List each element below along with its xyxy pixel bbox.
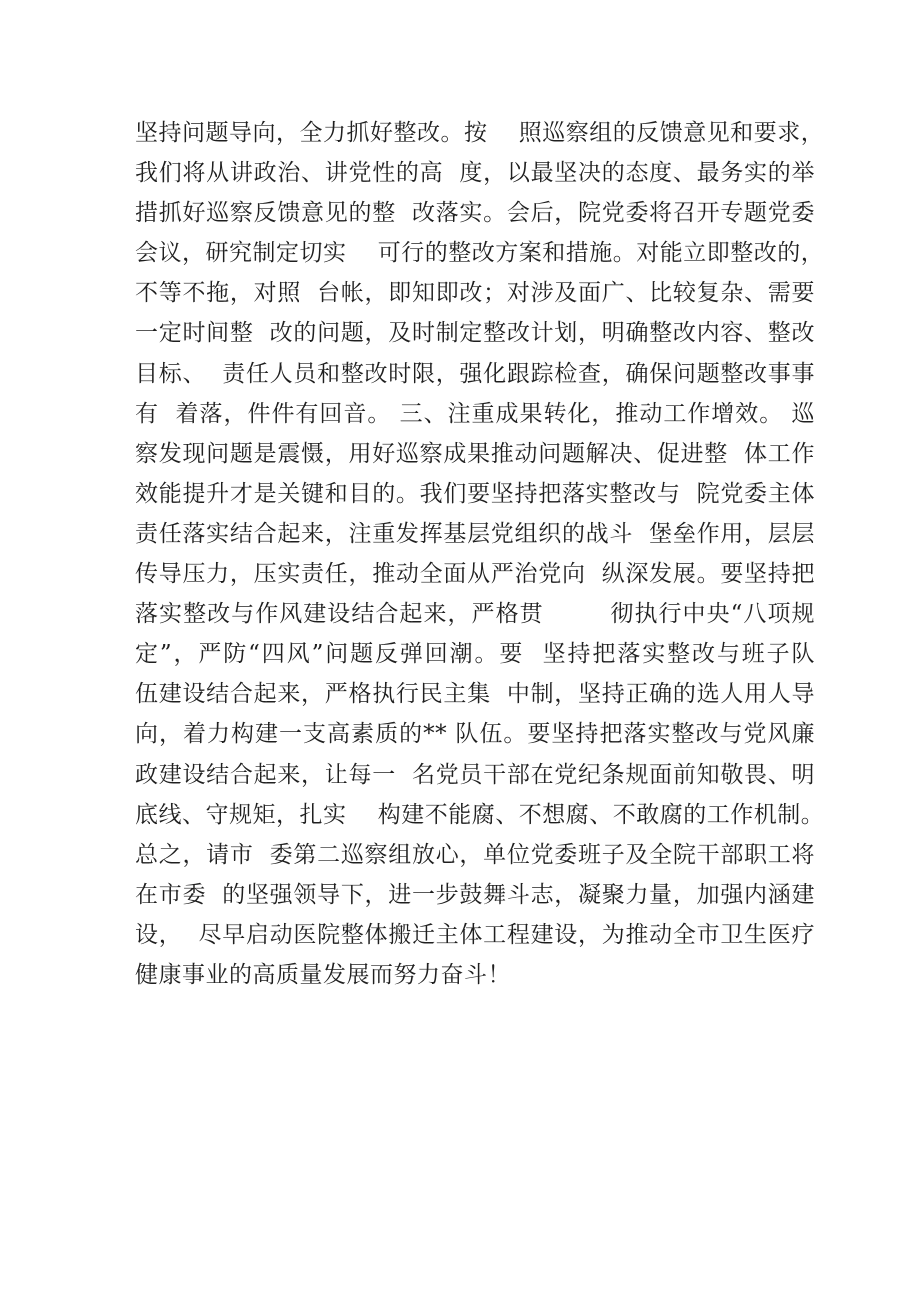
text-line: 责任落实结合起来，注重发挥基层党组织的战斗 堡垒作用，层层 <box>135 520 815 547</box>
text-line: 设， 尽早启动医院整体搬迁主体工程建设，为推动全市卫生医疗 <box>135 921 815 948</box>
text-line: 目标、 责任人员和整改时限，强化跟踪检查，确保问题整改事事 <box>135 360 815 387</box>
text-line: 落实整改与作风建设结合起来，严格贯 彻执行中央“八项规 <box>135 601 815 628</box>
text-line: 效能提升才是关键和目的。我们要坚持把落实整改与 院党委主体 <box>135 480 815 507</box>
text-line: 政建设结合起来，让每一 名党员干部在党纪条规面前知敬畏、明 <box>135 761 815 788</box>
document-body <box>135 113 825 995</box>
text-line: 总之，请市 委第二巡察组放心，单位党委班子及全院干部职工将 <box>135 841 815 868</box>
text-line: 定”，严防“四风”问题反弹回潮。要 坚持把落实整改与班子队 <box>135 641 815 668</box>
text-line: 向，着力构建一支高素质的** 队伍。要坚持把落实整改与党风廉 <box>135 721 815 748</box>
text-line: 会议，研究制定切实 可行的整改方案和措施。对能立即整改的， <box>135 240 825 267</box>
text-line: 一定时间整 改的问题，及时制定整改计划，明确整改内容、整改 <box>135 320 815 347</box>
text-line: 有 着落，件件有回音。 三、注重成果转化，推动工作增效。 巡 <box>135 400 815 427</box>
text-line: 措抓好巡察反馈意见的整 改落实。会后，院党委将召开专题党委 <box>135 200 815 227</box>
text-line: 伍建设结合起来，严格执行民主集 中制，坚持正确的选人用人导 <box>135 681 815 708</box>
text-line-final: 健康事业的高质量发展而努力奋斗！ <box>135 961 511 988</box>
text-line: 传导压力，压实责任，推动全面从严治党向 纵深发展。要坚持把 <box>135 561 815 588</box>
text-line: 坚持问题导向，全力抓好整改。按 照巡察组的反馈意见和要求， <box>135 120 825 146</box>
text-line: 在市委 的坚强领导下，进一步鼓舞斗志，凝聚力量，加强内涵建 <box>135 881 815 908</box>
text-line: 我们将从讲政治、讲党性的高 度，以最坚决的态度、最务实的举 <box>135 160 815 187</box>
text-line: 不等不拖，对照 台帐，即知即改；对涉及面广、比较复杂、需要 <box>135 280 815 307</box>
text-line: 察发现问题是震慑，用好巡察成果推动问题解决、促进整 体工作 <box>135 440 815 467</box>
text-line: 底线、守规矩，扎实 构建不能腐、不想腐、不敢腐的工作机制。 <box>135 801 825 828</box>
